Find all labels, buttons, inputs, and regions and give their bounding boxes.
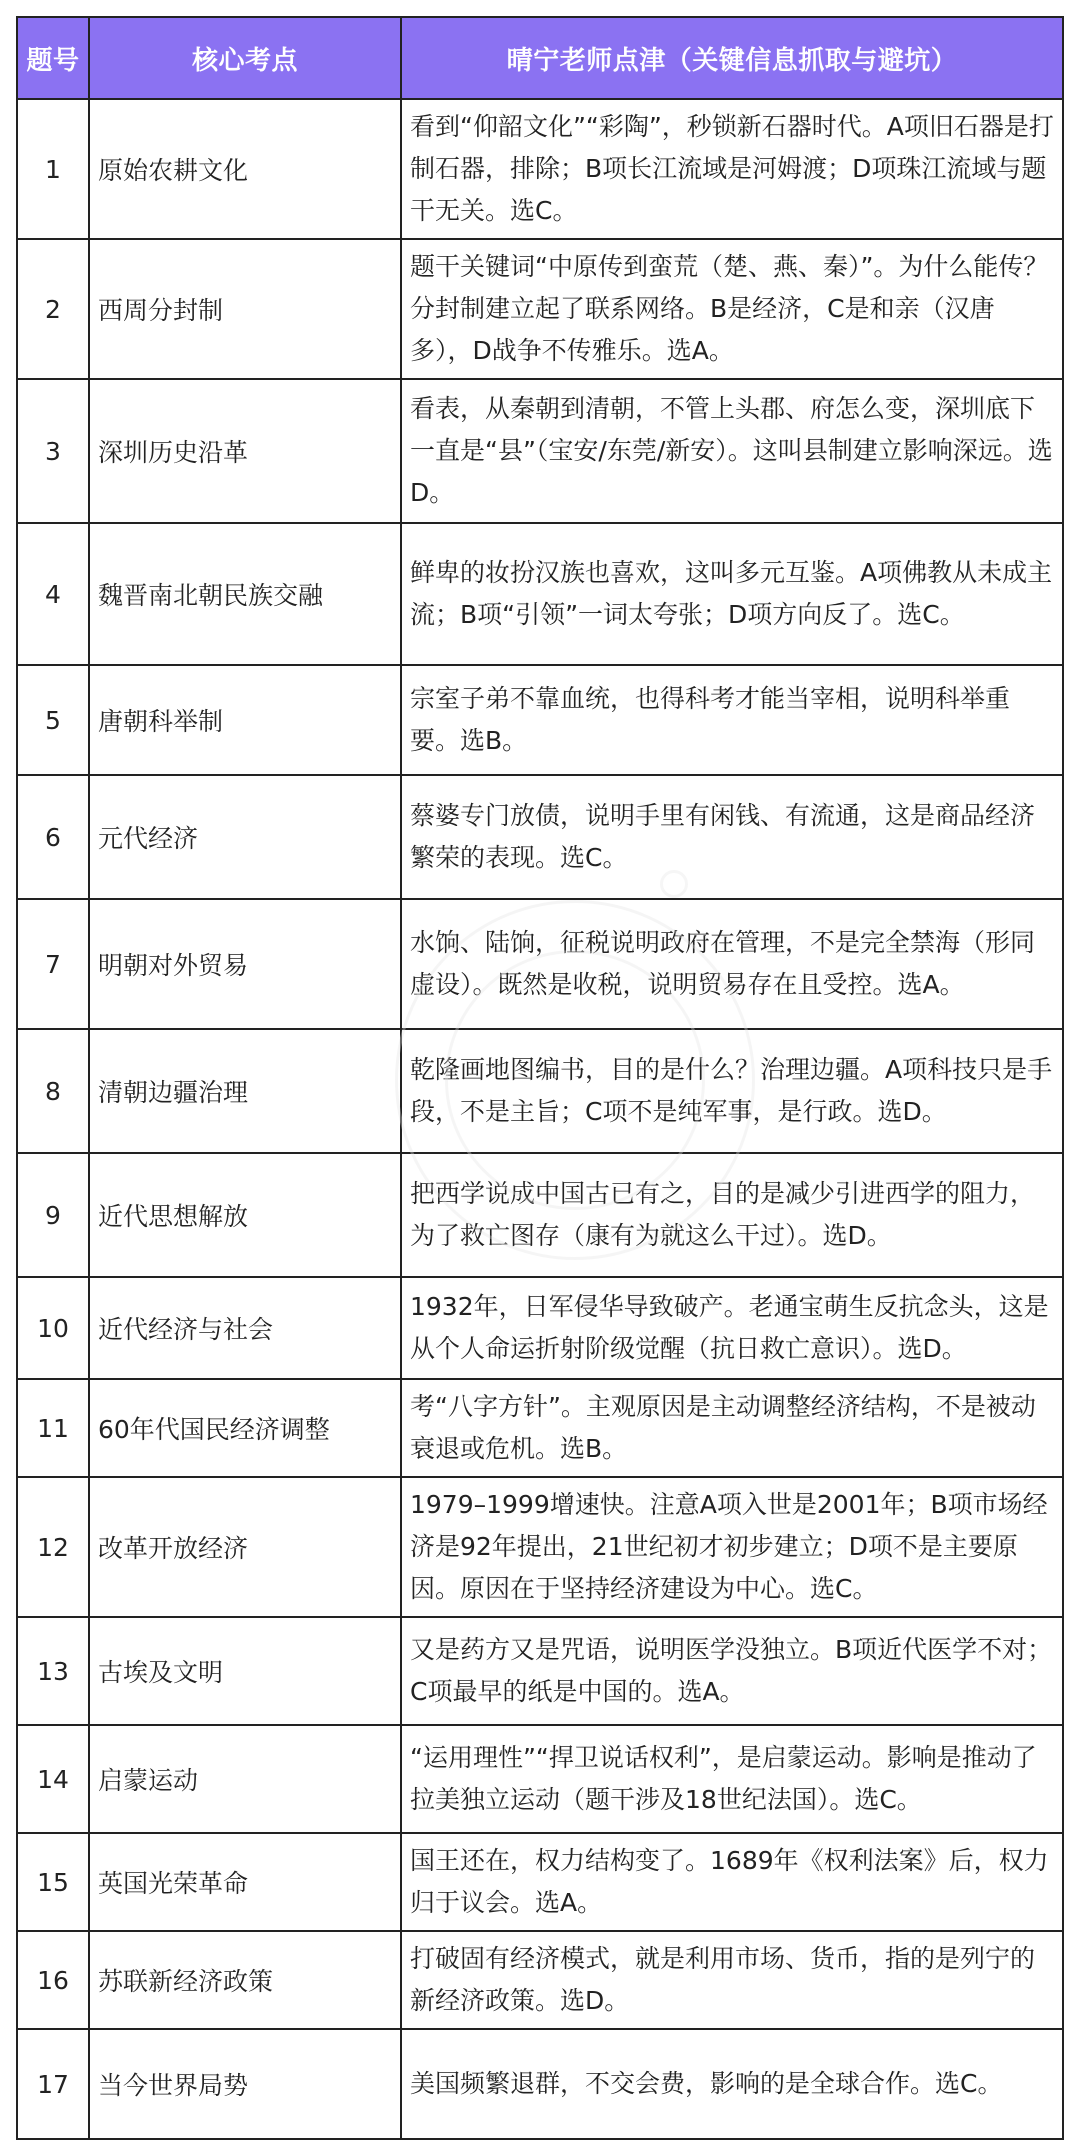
- header-topic: 核心考点: [89, 17, 401, 99]
- row-note: 看表，从秦朝到清朝，不管上头郡、府怎么变，深圳底下一直是“县”（宝安/东莞/新安）。这叫县制建立影响深远。选D。: [401, 379, 1063, 523]
- table-container: [16, 16, 1062, 2140]
- row-topic: 魏晋南北朝民族交融: [89, 523, 401, 665]
- row-topic: 近代经济与社会: [89, 1277, 401, 1379]
- row-number: 9: [17, 1153, 89, 1277]
- row-note: 宗室子弟不靠血统，也得科考才能当宰相，说明科举重要。选B。: [401, 665, 1063, 775]
- header-note: 晴宁老师点津（关键信息抓取与避坑）: [401, 17, 1063, 99]
- table-row: [17, 1477, 1063, 1617]
- row-number: 4: [17, 523, 89, 665]
- row-note: 鲜卑的妆扮汉族也喜欢，这叫多元互鉴。A项佛教从未成主流；B项“引领”一词太夸张；D项方向反了。选C。: [401, 523, 1063, 665]
- row-number: 14: [17, 1725, 89, 1833]
- row-topic: 明朝对外贸易: [89, 899, 401, 1029]
- row-number: 3: [17, 379, 89, 523]
- row-number: 12: [17, 1477, 89, 1617]
- header-number: 题号: [17, 17, 89, 99]
- table-row: [17, 775, 1063, 899]
- row-note: “运用理性”“捍卫说话权利”，是启蒙运动。影响是推动了拉美独立运动（题干涉及18世纪法国）。选C。: [401, 1725, 1063, 1833]
- row-topic: 启蒙运动: [89, 1725, 401, 1833]
- row-topic: 西周分封制: [89, 239, 401, 379]
- row-note: 看到“仰韶文化”“彩陶”，秒锁新石器时代。A项旧石器是打制石器，排除；B项长江流域是河姆渡；D项珠江流域与题干无关。选C。: [401, 99, 1063, 239]
- table-row: [17, 899, 1063, 1029]
- row-topic: 英国光荣革命: [89, 1833, 401, 1931]
- table-row: [17, 1379, 1063, 1477]
- row-note: 考“八字方针”。主观原因是主动调整经济结构，不是被动衰退或危机。选B。: [401, 1379, 1063, 1477]
- table-header-row: [17, 17, 1063, 99]
- row-number: 2: [17, 239, 89, 379]
- table-row: [17, 1277, 1063, 1379]
- row-note: 打破固有经济模式，就是利用市场、货币，指的是列宁的新经济政策。选D。: [401, 1931, 1063, 2029]
- row-topic: 改革开放经济: [89, 1477, 401, 1617]
- row-number: 11: [17, 1379, 89, 1477]
- row-number: 8: [17, 1029, 89, 1153]
- row-note: 水饷、陆饷，征税说明政府在管理，不是完全禁海（形同虚设）。既然是收税，说明贸易存在且受控。选A。: [401, 899, 1063, 1029]
- row-note: 蔡婆专门放债，说明手里有闲钱、有流通，这是商品经济繁荣的表现。选C。: [401, 775, 1063, 899]
- table-row: [17, 1153, 1063, 1277]
- row-note: 美国频繁退群，不交会费，影响的是全球合作。选C。: [401, 2029, 1063, 2139]
- row-topic: 近代思想解放: [89, 1153, 401, 1277]
- row-note: 1932年，日军侵华导致破产。老通宝萌生反抗念头，这是从个人命运折射阶级觉醒（抗日救亡意识）。选D。: [401, 1277, 1063, 1379]
- table-row: [17, 379, 1063, 523]
- row-topic: 60年代国民经济调整: [89, 1379, 401, 1477]
- table-body: [17, 99, 1063, 2139]
- row-number: 1: [17, 99, 89, 239]
- row-note: 又是药方又是咒语，说明医学没独立。B项近代医学不对；C项最早的纸是中国的。选A。: [401, 1617, 1063, 1725]
- table-row: [17, 2029, 1063, 2139]
- table-row: [17, 1931, 1063, 2029]
- exam-analysis-table: [16, 16, 1064, 2140]
- row-number: 5: [17, 665, 89, 775]
- row-note: 乾隆画地图编书，目的是什么？治理边疆。A项科技只是手段，不是主旨；C项不是纯军事，是行政。选D。: [401, 1029, 1063, 1153]
- row-number: 10: [17, 1277, 89, 1379]
- table-row: [17, 523, 1063, 665]
- table-row: [17, 1029, 1063, 1153]
- row-note: 1979–1999增速快。注意A项入世是2001年；B项市场经济是92年提出，21世纪初才初步建立；D项不是主要原因。原因在于坚持经济建设为中心。选C。: [401, 1477, 1063, 1617]
- row-topic: 古埃及文明: [89, 1617, 401, 1725]
- row-number: 13: [17, 1617, 89, 1725]
- table-row: [17, 239, 1063, 379]
- row-topic: 深圳历史沿革: [89, 379, 401, 523]
- table-row: [17, 665, 1063, 775]
- row-topic: 元代经济: [89, 775, 401, 899]
- table-row: [17, 99, 1063, 239]
- row-topic: 原始农耕文化: [89, 99, 401, 239]
- table-row: [17, 1833, 1063, 1931]
- row-number: 6: [17, 775, 89, 899]
- row-note: 把西学说成中国古已有之，目的是减少引进西学的阻力，为了救亡图存（康有为就这么干过）。选D。: [401, 1153, 1063, 1277]
- row-number: 7: [17, 899, 89, 1029]
- row-note: 国王还在，权力结构变了。1689年《权利法案》后，权力归于议会。选A。: [401, 1833, 1063, 1931]
- row-topic: 清朝边疆治理: [89, 1029, 401, 1153]
- row-number: 17: [17, 2029, 89, 2139]
- table-row: [17, 1725, 1063, 1833]
- row-topic: 当今世界局势: [89, 2029, 401, 2139]
- row-number: 15: [17, 1833, 89, 1931]
- row-topic: 唐朝科举制: [89, 665, 401, 775]
- table-row: [17, 1617, 1063, 1725]
- row-number: 16: [17, 1931, 89, 2029]
- row-topic: 苏联新经济政策: [89, 1931, 401, 2029]
- row-note: 题干关键词“中原传到蛮荒（楚、燕、秦）”。为什么能传？分封制建立起了联系网络。B是经济，C是和亲（汉唐多），D战争不传雅乐。选A。: [401, 239, 1063, 379]
